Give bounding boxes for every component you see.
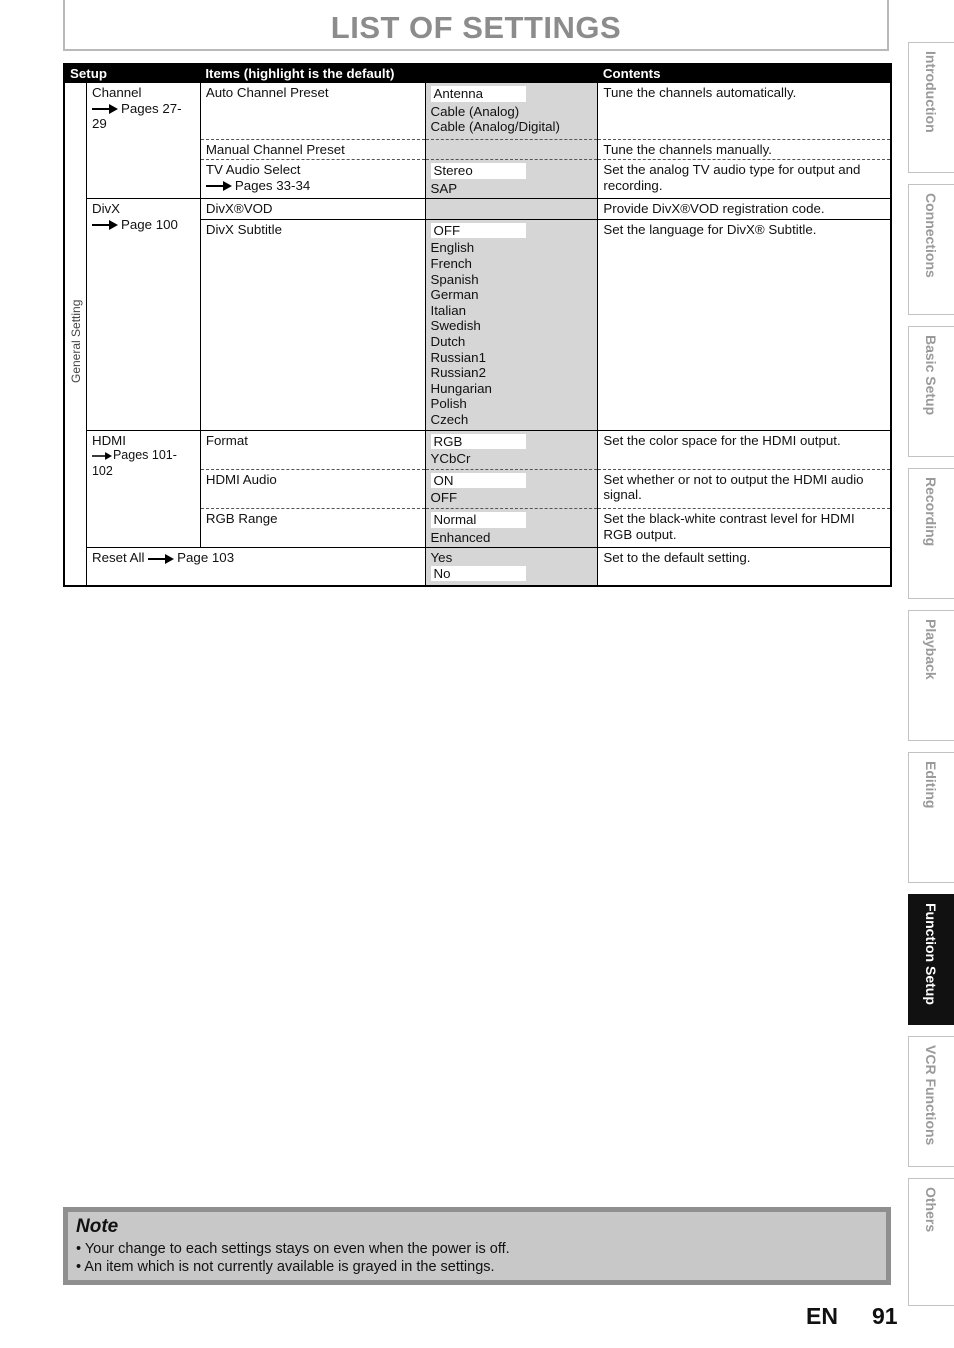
header-contents: Contents bbox=[598, 64, 891, 83]
option: YCbCr bbox=[430, 451, 471, 467]
table-row bbox=[64, 548, 891, 587]
setup-channel bbox=[86, 83, 200, 199]
page-ref bbox=[92, 448, 196, 479]
arrow-icon bbox=[148, 554, 174, 564]
content-cell: Set the analog TV audio type for output and recording. bbox=[598, 160, 891, 199]
options-cell bbox=[425, 199, 598, 220]
page-ref-text: Page 100 bbox=[120, 216, 178, 232]
table-row bbox=[64, 83, 891, 139]
tab-label: VCR Functions bbox=[923, 1045, 939, 1146]
item-cell bbox=[200, 160, 425, 199]
option: German bbox=[430, 287, 479, 303]
page-ref-text: Page 103 bbox=[177, 550, 235, 566]
option: French bbox=[430, 256, 472, 272]
option: Polish bbox=[430, 396, 467, 412]
page-ref bbox=[92, 101, 196, 132]
options-cell bbox=[425, 430, 598, 469]
header-row bbox=[64, 64, 891, 83]
setup-label: Channel bbox=[91, 85, 142, 100]
options-cell bbox=[425, 508, 598, 547]
options-cell bbox=[425, 139, 598, 160]
setup-label: HDMI bbox=[91, 432, 126, 448]
item-cell: Auto Channel Preset bbox=[200, 83, 425, 139]
option: Spanish bbox=[430, 271, 479, 287]
page-number: 91 bbox=[872, 1303, 898, 1329]
tab-others[interactable] bbox=[908, 1178, 954, 1306]
content-cell: Tune the channels automatically. bbox=[598, 83, 891, 139]
tab-basic-setup[interactable] bbox=[908, 326, 954, 457]
option: Russian2 bbox=[430, 365, 486, 381]
tab-function-setup[interactable] bbox=[908, 894, 954, 1025]
arrow-icon bbox=[206, 181, 232, 191]
tab-label: Connections bbox=[923, 193, 939, 278]
setup-hdmi bbox=[86, 430, 200, 548]
arrow-icon bbox=[92, 451, 112, 461]
setup-label: Reset All bbox=[91, 550, 145, 566]
option-default: RGB bbox=[431, 434, 526, 450]
tab-label: Playback bbox=[923, 619, 939, 680]
page-ref-text: Pages 33-34 bbox=[234, 177, 311, 193]
note-inner bbox=[68, 1212, 886, 1280]
settings-table bbox=[63, 63, 892, 587]
tab-editing[interactable] bbox=[908, 752, 954, 883]
page-ref bbox=[206, 178, 421, 194]
tab-vcr-functions[interactable] bbox=[908, 1036, 954, 1167]
tab-label: Basic Setup bbox=[923, 335, 939, 416]
content-cell: Set the language for DivX® Subtitle. bbox=[598, 219, 891, 430]
option: Cable (Analog/Digital) bbox=[430, 119, 560, 135]
option: Russian1 bbox=[430, 349, 486, 365]
options-cell bbox=[425, 548, 598, 587]
option: Enhanced bbox=[430, 529, 491, 545]
tab-label: Editing bbox=[923, 761, 939, 809]
tab-label: Introduction bbox=[923, 51, 939, 133]
option: Italian bbox=[430, 302, 467, 318]
tab-label: Recording bbox=[923, 477, 939, 547]
header-items: Items (highlight is the default) bbox=[200, 64, 598, 83]
note-line: • An item which is not currently available is grayed in the settings. bbox=[76, 1259, 495, 1275]
content-cell: Set the black-white contrast level for HDMI RGB output. bbox=[598, 508, 891, 547]
options-cell bbox=[425, 83, 598, 139]
content-cell: Set to the default setting. bbox=[603, 550, 751, 566]
options-cell bbox=[425, 219, 598, 430]
setup-divx bbox=[86, 199, 200, 430]
header-setup: Setup bbox=[64, 64, 200, 83]
options-cell bbox=[425, 160, 598, 199]
arrow-icon bbox=[92, 104, 118, 114]
tab-recording[interactable] bbox=[908, 468, 954, 599]
group-label: General Setting bbox=[69, 299, 83, 383]
option-default: OFF bbox=[431, 223, 526, 239]
item-cell: Format bbox=[200, 430, 425, 469]
option: Hungarian bbox=[430, 380, 492, 396]
group-label-cell bbox=[64, 83, 86, 586]
option-default: Antenna bbox=[431, 86, 526, 102]
tab-connections[interactable] bbox=[908, 184, 954, 315]
note-title: Note bbox=[76, 1216, 119, 1237]
option-default: Normal bbox=[431, 512, 526, 528]
tab-introduction[interactable] bbox=[908, 42, 954, 173]
option: OFF bbox=[430, 490, 458, 506]
option-default: ON bbox=[431, 473, 526, 489]
content-cell: Provide DivX®VOD registration code. bbox=[598, 199, 891, 220]
item-cell: DivX®VOD bbox=[200, 199, 425, 220]
language-code: EN bbox=[806, 1303, 838, 1329]
option: SAP bbox=[430, 180, 458, 196]
option: Czech bbox=[430, 412, 469, 427]
item-cell: HDMI Audio bbox=[200, 469, 425, 508]
page-ref-text: Pages 27-29 bbox=[91, 100, 182, 132]
title-box bbox=[63, 0, 889, 51]
option: Dutch bbox=[430, 334, 466, 350]
option: Yes bbox=[430, 550, 453, 566]
page-title: LIST OF SETTINGS bbox=[330, 10, 622, 45]
tab-label: Others bbox=[923, 1187, 939, 1233]
item-cell: Manual Channel Preset bbox=[200, 139, 425, 160]
item-cell: RGB Range bbox=[200, 508, 425, 547]
arrow-icon bbox=[92, 220, 118, 230]
tab-label: Function Setup bbox=[923, 903, 939, 1005]
option-default: No bbox=[431, 566, 526, 582]
content-cell: Tune the channels manually. bbox=[598, 139, 891, 160]
note-line: • Your change to each settings stays on even when the power is off. bbox=[76, 1241, 510, 1257]
table-row bbox=[64, 430, 891, 469]
item-cell bbox=[86, 548, 425, 587]
option: English bbox=[430, 240, 475, 256]
content-cell: Set whether or not to output the HDMI audio signal. bbox=[598, 469, 891, 508]
setup-label: DivX bbox=[91, 201, 121, 217]
content-cell: Set the color space for the HDMI output. bbox=[598, 430, 891, 469]
option: Swedish bbox=[430, 318, 481, 334]
options-cell bbox=[425, 469, 598, 508]
note-box bbox=[63, 1207, 891, 1285]
option-default: Stereo bbox=[431, 163, 526, 179]
option: Cable (Analog) bbox=[430, 103, 520, 119]
page-ref-text: Pages 101-102 bbox=[91, 448, 177, 478]
tab-playback[interactable] bbox=[908, 610, 954, 741]
table-row bbox=[64, 199, 891, 220]
item-cell: DivX Subtitle bbox=[200, 219, 425, 430]
page-ref bbox=[92, 217, 196, 233]
item-label: TV Audio Select bbox=[205, 162, 301, 178]
